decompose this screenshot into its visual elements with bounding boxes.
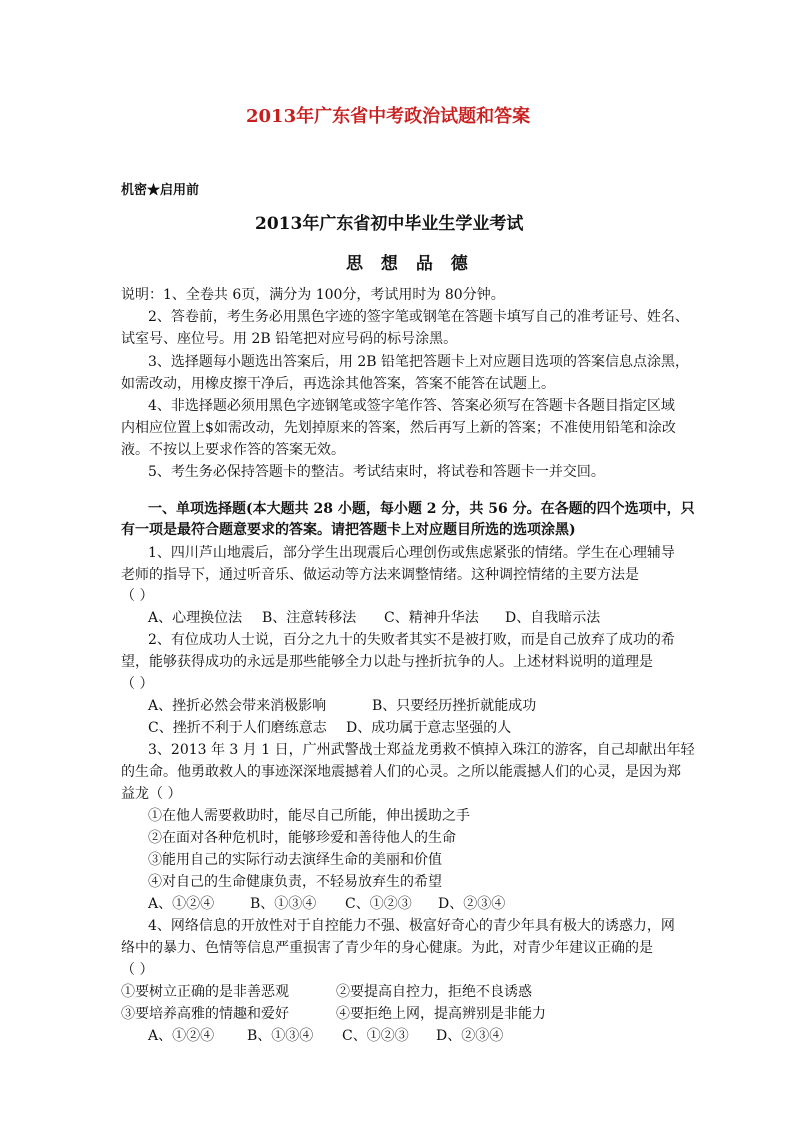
q1-option-a: A、心理换位法 <box>148 610 243 626</box>
q3-item-1: ①在他人需要救助时，能尽自己所能，伸出援助之手 <box>148 808 470 824</box>
question-3-text: 3、2013 年 3 月 1 日，广州武警战士郑益龙勇救不慎掉入珠江的游客，自己却献出年轻 <box>148 742 695 758</box>
question-2-blank: （ ） <box>121 676 154 692</box>
q2-option-d: D、成功属于意志坚强的人 <box>346 720 512 736</box>
instruction-line: 液。不按以上要求作答的答案无效。 <box>121 442 345 458</box>
q4-item-3: ③要培养高雅的情趣和爱好 <box>121 1006 289 1022</box>
q4-option-b: B、①③④ <box>247 1028 314 1044</box>
question-4-text: 络中的暴力、色情等信息严重损害了青少年的身心健康。为此，对青少年建议正确的是 <box>121 940 653 956</box>
question-3-text: 的生命。他勇敢救人的事迹深深地震撼着人们的心灵。之所以能震撼人们的心灵，是因为郑 <box>121 764 681 780</box>
instruction-line: 说明：1、全卷共 6页，满分为 100分，考试用时为 80分钟。 <box>121 287 505 303</box>
section-heading: 有一项是最符合题意要求的答案。请把答题卡上对应题目所选的选项涂黑) <box>121 522 576 538</box>
q3-option-c: C、①②③ <box>345 896 412 912</box>
q4-option-a: A、①②④ <box>148 1028 215 1044</box>
exam-title: 2013年广东省初中毕业生学业考试 <box>255 214 524 234</box>
q3-item-4: ④对自己的生命健康负责，不轻易放弃生的希望 <box>148 874 442 890</box>
q1-option-c: C、精神升华法 <box>384 610 479 626</box>
q3-option-b: B、①③④ <box>250 896 317 912</box>
instruction-line: 5、考生务必保持答题卡的整洁。考试结束时，将试卷和答题卡一并交回。 <box>148 464 605 480</box>
instruction-line: 2、答卷前，考生务必用黑色字迹的签字笔或钢笔在答题卡填写自己的准考证号、姓名、 <box>148 309 689 325</box>
q2-option-b: B、只要经历挫折就能成功 <box>372 698 537 714</box>
question-1-blank: （ ） <box>121 588 154 604</box>
q4-item-1: ①要树立正确的是非善恶观 <box>121 984 289 1000</box>
q3-option-d: D、②③④ <box>438 896 506 912</box>
q4-option-d: D、②③④ <box>436 1028 504 1044</box>
section-heading: 一、单项选择题(本大题共 28 小题，每小题 2 分，共 56 分。在各题的四个选项中，只 <box>148 501 695 517</box>
q2-option-c: C、挫折不利于人们磨练意志 <box>148 720 327 736</box>
instruction-line: 如需改动，用橡皮擦干净后，再选涂其他答案，答案不能答在试题上。 <box>121 376 555 392</box>
subject-title: 思 想 品 德 <box>346 254 474 274</box>
q4-item-4: ④要拒绝上网，提高辨别是非能力 <box>336 1006 546 1022</box>
question-3-text: 益龙（ ） <box>121 786 182 802</box>
q3-item-2: ②在面对各种危机时，能够珍爱和善待他人的生命 <box>148 830 456 846</box>
q3-option-a: A、①②④ <box>148 896 215 912</box>
q4-option-c: C、①②③ <box>342 1028 409 1044</box>
instruction-line: 试室号、座位号。用 2B 铅笔把对应号码的标号涂黑。 <box>121 331 458 347</box>
q1-option-b: B、注意转移法 <box>262 610 357 626</box>
q4-item-2: ②要提高自控力，拒绝不良诱惑 <box>336 984 532 1000</box>
document-title: 2013年广东省中考政治试题和答案 <box>246 106 531 127</box>
q1-option-d: D、自我暗示法 <box>505 610 601 626</box>
q2-option-a: A、挫折必然会带来消极影响 <box>148 698 327 714</box>
instruction-line: 4、非选择题必须用黑色字迹钢笔或签字笔作答、答案必须写在答题卡各题目指定区域 <box>148 398 675 414</box>
question-2-text: 望，能够获得成功的永远是那些能够全力以赴与挫折抗争的人。上述材料说明的道理是 <box>121 654 653 670</box>
question-4-blank: （ ） <box>121 962 154 978</box>
instruction-line: 3、选择题每小题选出答案后，用 2B 铅笔把答题卡上对应题目选项的答案信息点涂黑， <box>148 354 690 370</box>
secrecy-label: 机密★启用前 <box>121 183 200 198</box>
question-1-text: 老师的指导下，通过听音乐、做运动等方法来调整情绪。这种调控情绪的主要方法是 <box>121 567 639 583</box>
q3-item-3: ③能用自己的实际行动去演绎生命的美丽和价值 <box>148 852 442 868</box>
question-1-text: 1、四川芦山地震后，部分学生出现震后心理创伤或焦虑紧张的情绪。学生在心理辅导 <box>148 545 675 561</box>
question-4-text: 4、网络信息的开放性对于自控能力不强、极富好奇心的青少年具有极大的诱惑力，网 <box>148 918 675 934</box>
instruction-line: 内相应位置上$如需改动，先划掉原来的答案，然后再写上新的答案；不准使用铅笔和涂改 <box>121 420 676 436</box>
question-2-text: 2、有位成功人士说，百分之九十的失败者其实不是被打败，而是自己放弃了成功的希 <box>148 632 675 648</box>
